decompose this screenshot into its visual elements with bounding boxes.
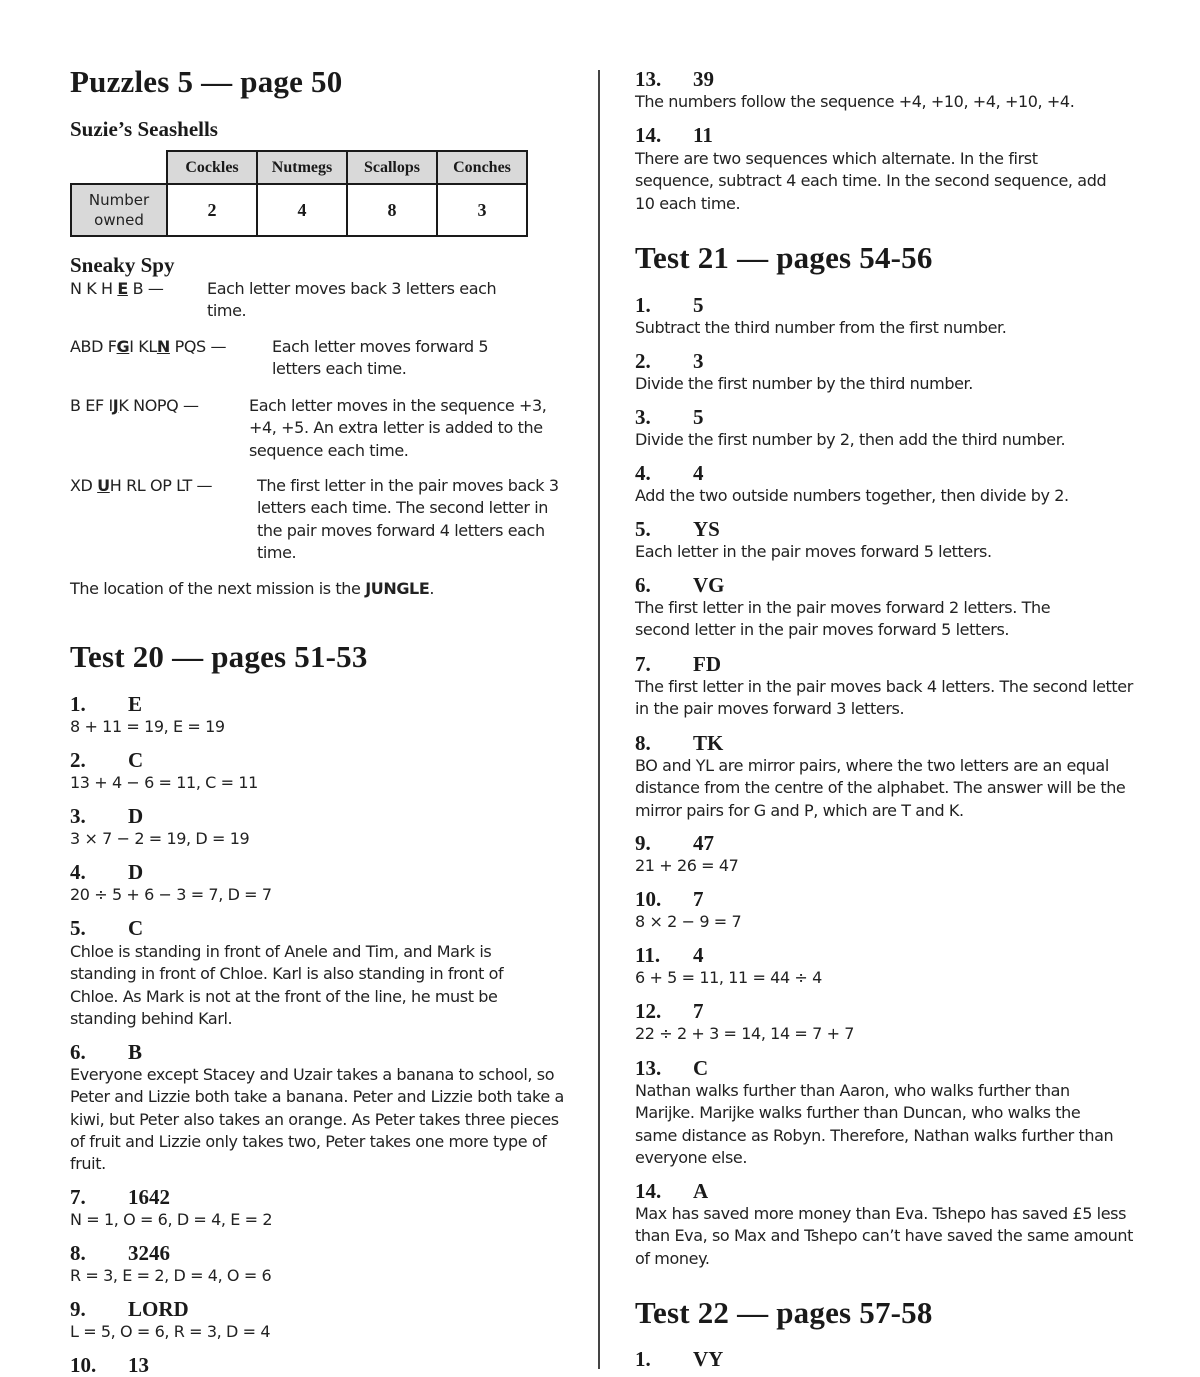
t21-q12: 12. 7 bbox=[635, 999, 704, 1023]
t20-q8: 8. 3246 bbox=[70, 1241, 170, 1265]
seashells-heading: Suzie’s Seashells bbox=[70, 117, 218, 141]
t21-q7: 7. FD bbox=[635, 652, 721, 676]
t21-q8-explanation: BO and YL are mirror pairs, where the two letters are an equal distance from the centre of the alphabet. The answer will be the mirror pairs for G and P, which are T and K. bbox=[635, 756, 1126, 820]
spy-code: B EF IJK NOPQ — bbox=[70, 396, 199, 415]
t20-q1-explanation: 8 + 11 = 19, E = 19 bbox=[70, 717, 225, 736]
t21-q3-explanation: Divide the first number by 2, then add the third number. bbox=[635, 430, 1066, 449]
t21-q11: 11. 4 bbox=[635, 943, 704, 967]
spy-explanation: Each letter moves forward 5 letters each time. bbox=[272, 337, 489, 379]
t20-q8-explanation: R = 3, E = 2, D = 4, O = 6 bbox=[70, 1266, 272, 1285]
col-nutmegs: Nutmegs bbox=[257, 151, 347, 184]
seashells-value-row bbox=[71, 184, 527, 236]
t21-q6: 6. VG bbox=[635, 573, 725, 597]
t21-q6-explanation: The first letter in the pair moves forward 2 letters. The second letter in the pair moves forward 5 letters. bbox=[635, 598, 1051, 640]
spy-explanation: The first letter in the pair moves back 3 letters each time. The second letter in the pair moves forward 4 letters each time. bbox=[257, 476, 559, 562]
t21-q11-explanation: 6 + 5 = 11, 11 = 44 ÷ 4 bbox=[635, 968, 822, 987]
value-nutmegs: 4 bbox=[257, 184, 347, 236]
t21-q7-explanation: The first letter in the pair moves back 4 letters. The second letter in the pair moves forward 3 letters. bbox=[635, 677, 1133, 719]
t21-q9-explanation: 21 + 26 = 47 bbox=[635, 856, 739, 875]
t20-q2: 2. C bbox=[70, 748, 144, 772]
t21-q14-explanation: Max has saved more money than Eva. Tshepo has saved £5 less than Eva, so Max and Tshepo can’t have saved the same amount of money. bbox=[635, 1204, 1134, 1268]
t20-q13: 13. 39 bbox=[635, 67, 714, 91]
t21-q3: 3. 5 bbox=[635, 405, 704, 429]
t21-q2: 2. 3 bbox=[635, 349, 704, 373]
t21-q2-explanation: Divide the first number by the third number. bbox=[635, 374, 973, 393]
spy-code: ABD FGI KLN PQS — bbox=[70, 337, 227, 356]
t21-q14: 14. A bbox=[635, 1179, 709, 1203]
t21-q13: 13. C bbox=[635, 1056, 709, 1080]
row-label: Number owned bbox=[71, 184, 167, 236]
t20-q9-explanation: L = 5, O = 6, R = 3, D = 4 bbox=[70, 1322, 271, 1341]
t21-q4: 4. 4 bbox=[635, 461, 704, 485]
t20-q7-explanation: N = 1, O = 6, D = 4, E = 2 bbox=[70, 1210, 273, 1229]
spy-explanation: Each letter moves back 3 letters each time. bbox=[207, 279, 497, 321]
t21-q1-explanation: Subtract the third number from the first number. bbox=[635, 318, 1007, 337]
t20-q13-explanation: The numbers follow the sequence +4, +10, +4, +10, +4. bbox=[635, 92, 1075, 111]
test20-heading: Test 20 — pages 51-53 bbox=[70, 639, 368, 674]
mission-answer: JUNGLE bbox=[365, 579, 430, 598]
t21-q5-explanation: Each letter in the pair moves forward 5 letters. bbox=[635, 542, 992, 561]
t20-q2-explanation: 13 + 4 − 6 = 11, C = 11 bbox=[70, 773, 258, 792]
spy-conclusion: The location of the next mission is the JUNGLE. bbox=[70, 579, 435, 598]
t20-q10: 10. 13 bbox=[70, 1353, 149, 1377]
value-cockles: 2 bbox=[167, 184, 257, 236]
t20-q4: 4. D bbox=[70, 860, 144, 884]
column-divider bbox=[598, 70, 600, 1369]
col-conches: Conches bbox=[437, 151, 527, 184]
puzzles5-heading: Puzzles 5 — page 50 bbox=[70, 64, 343, 99]
t21-q4-explanation: Add the two outside numbers together, then divide by 2. bbox=[635, 486, 1069, 505]
t20-q5: 5. C bbox=[70, 916, 144, 940]
t21-q10-explanation: 8 × 2 − 9 = 7 bbox=[635, 912, 742, 931]
spy-explanation: Each letter moves in the sequence +3, +4, +5. An extra letter is added to the sequence each time. bbox=[249, 396, 547, 460]
t21-q5: 5. YS bbox=[635, 517, 720, 541]
t21-q1: 1. 5 bbox=[635, 293, 704, 317]
t21-q12-explanation: 22 ÷ 2 + 3 = 14, 14 = 7 + 7 bbox=[635, 1024, 855, 1043]
t20-q3-explanation: 3 × 7 − 2 = 19, D = 19 bbox=[70, 829, 250, 848]
t20-q7: 7. 1642 bbox=[70, 1185, 170, 1209]
t20-q5-explanation: Chloe is standing in front of Anele and Tim, and Mark is standing in front of Chloe. Karl is also standing in front of Chloe. As Mark is not at the front of the line, he must be standing behind Karl. bbox=[70, 942, 504, 1028]
t20-q4-explanation: 20 ÷ 5 + 6 − 3 = 7, D = 7 bbox=[70, 885, 272, 904]
t20-q14: 14. 11 bbox=[635, 123, 713, 147]
t22-q1: 1. VY bbox=[635, 1347, 724, 1371]
seashells-table bbox=[70, 150, 528, 237]
sneaky-spy-heading: Sneaky Spy bbox=[70, 253, 175, 277]
t20-q6-explanation: Everyone except Stacey and Uzair takes a banana to school, so Peter and Lizzie both take a banana. Peter and Lizzie both take a kiwi, but Peter also takes an orange. As Peter takes three pieces of fruit and Lizzie only takes two, Peter takes one more type of fruit. bbox=[70, 1065, 564, 1174]
test22-heading: Test 22 — pages 57-58 bbox=[635, 1295, 933, 1330]
t20-q1: 1. E bbox=[70, 692, 143, 716]
value-conches: 3 bbox=[437, 184, 527, 236]
t20-q3: 3. D bbox=[70, 804, 144, 828]
spy-code: N K H E B — bbox=[70, 279, 164, 298]
t21-q9: 9. 47 bbox=[635, 831, 714, 855]
t21-q13-explanation: Nathan walks further than Aaron, who walks further than Marijke. Marijke walks further than Duncan, who walks the same distance as Robyn. Therefore, Nathan walks further than everyone else. bbox=[635, 1081, 1114, 1167]
spy-code: XD UH RL OP LT — bbox=[70, 476, 213, 495]
t20-q14-explanation: There are two sequences which alternate. In the first sequence, subtract 4 each time. In the second sequence, add 10 each time. bbox=[635, 149, 1107, 213]
col-cockles: Cockles bbox=[167, 151, 257, 184]
test21-heading: Test 21 — pages 54-56 bbox=[635, 240, 933, 275]
t20-q9: 9. LORD bbox=[70, 1297, 189, 1321]
t21-q10: 10. 7 bbox=[635, 887, 704, 911]
t21-q8: 8. TK bbox=[635, 731, 724, 755]
seashells-header-row bbox=[71, 151, 527, 184]
col-scallops: Scallops bbox=[347, 151, 437, 184]
value-scallops: 8 bbox=[347, 184, 437, 236]
t20-q6: 6. B bbox=[70, 1040, 143, 1064]
